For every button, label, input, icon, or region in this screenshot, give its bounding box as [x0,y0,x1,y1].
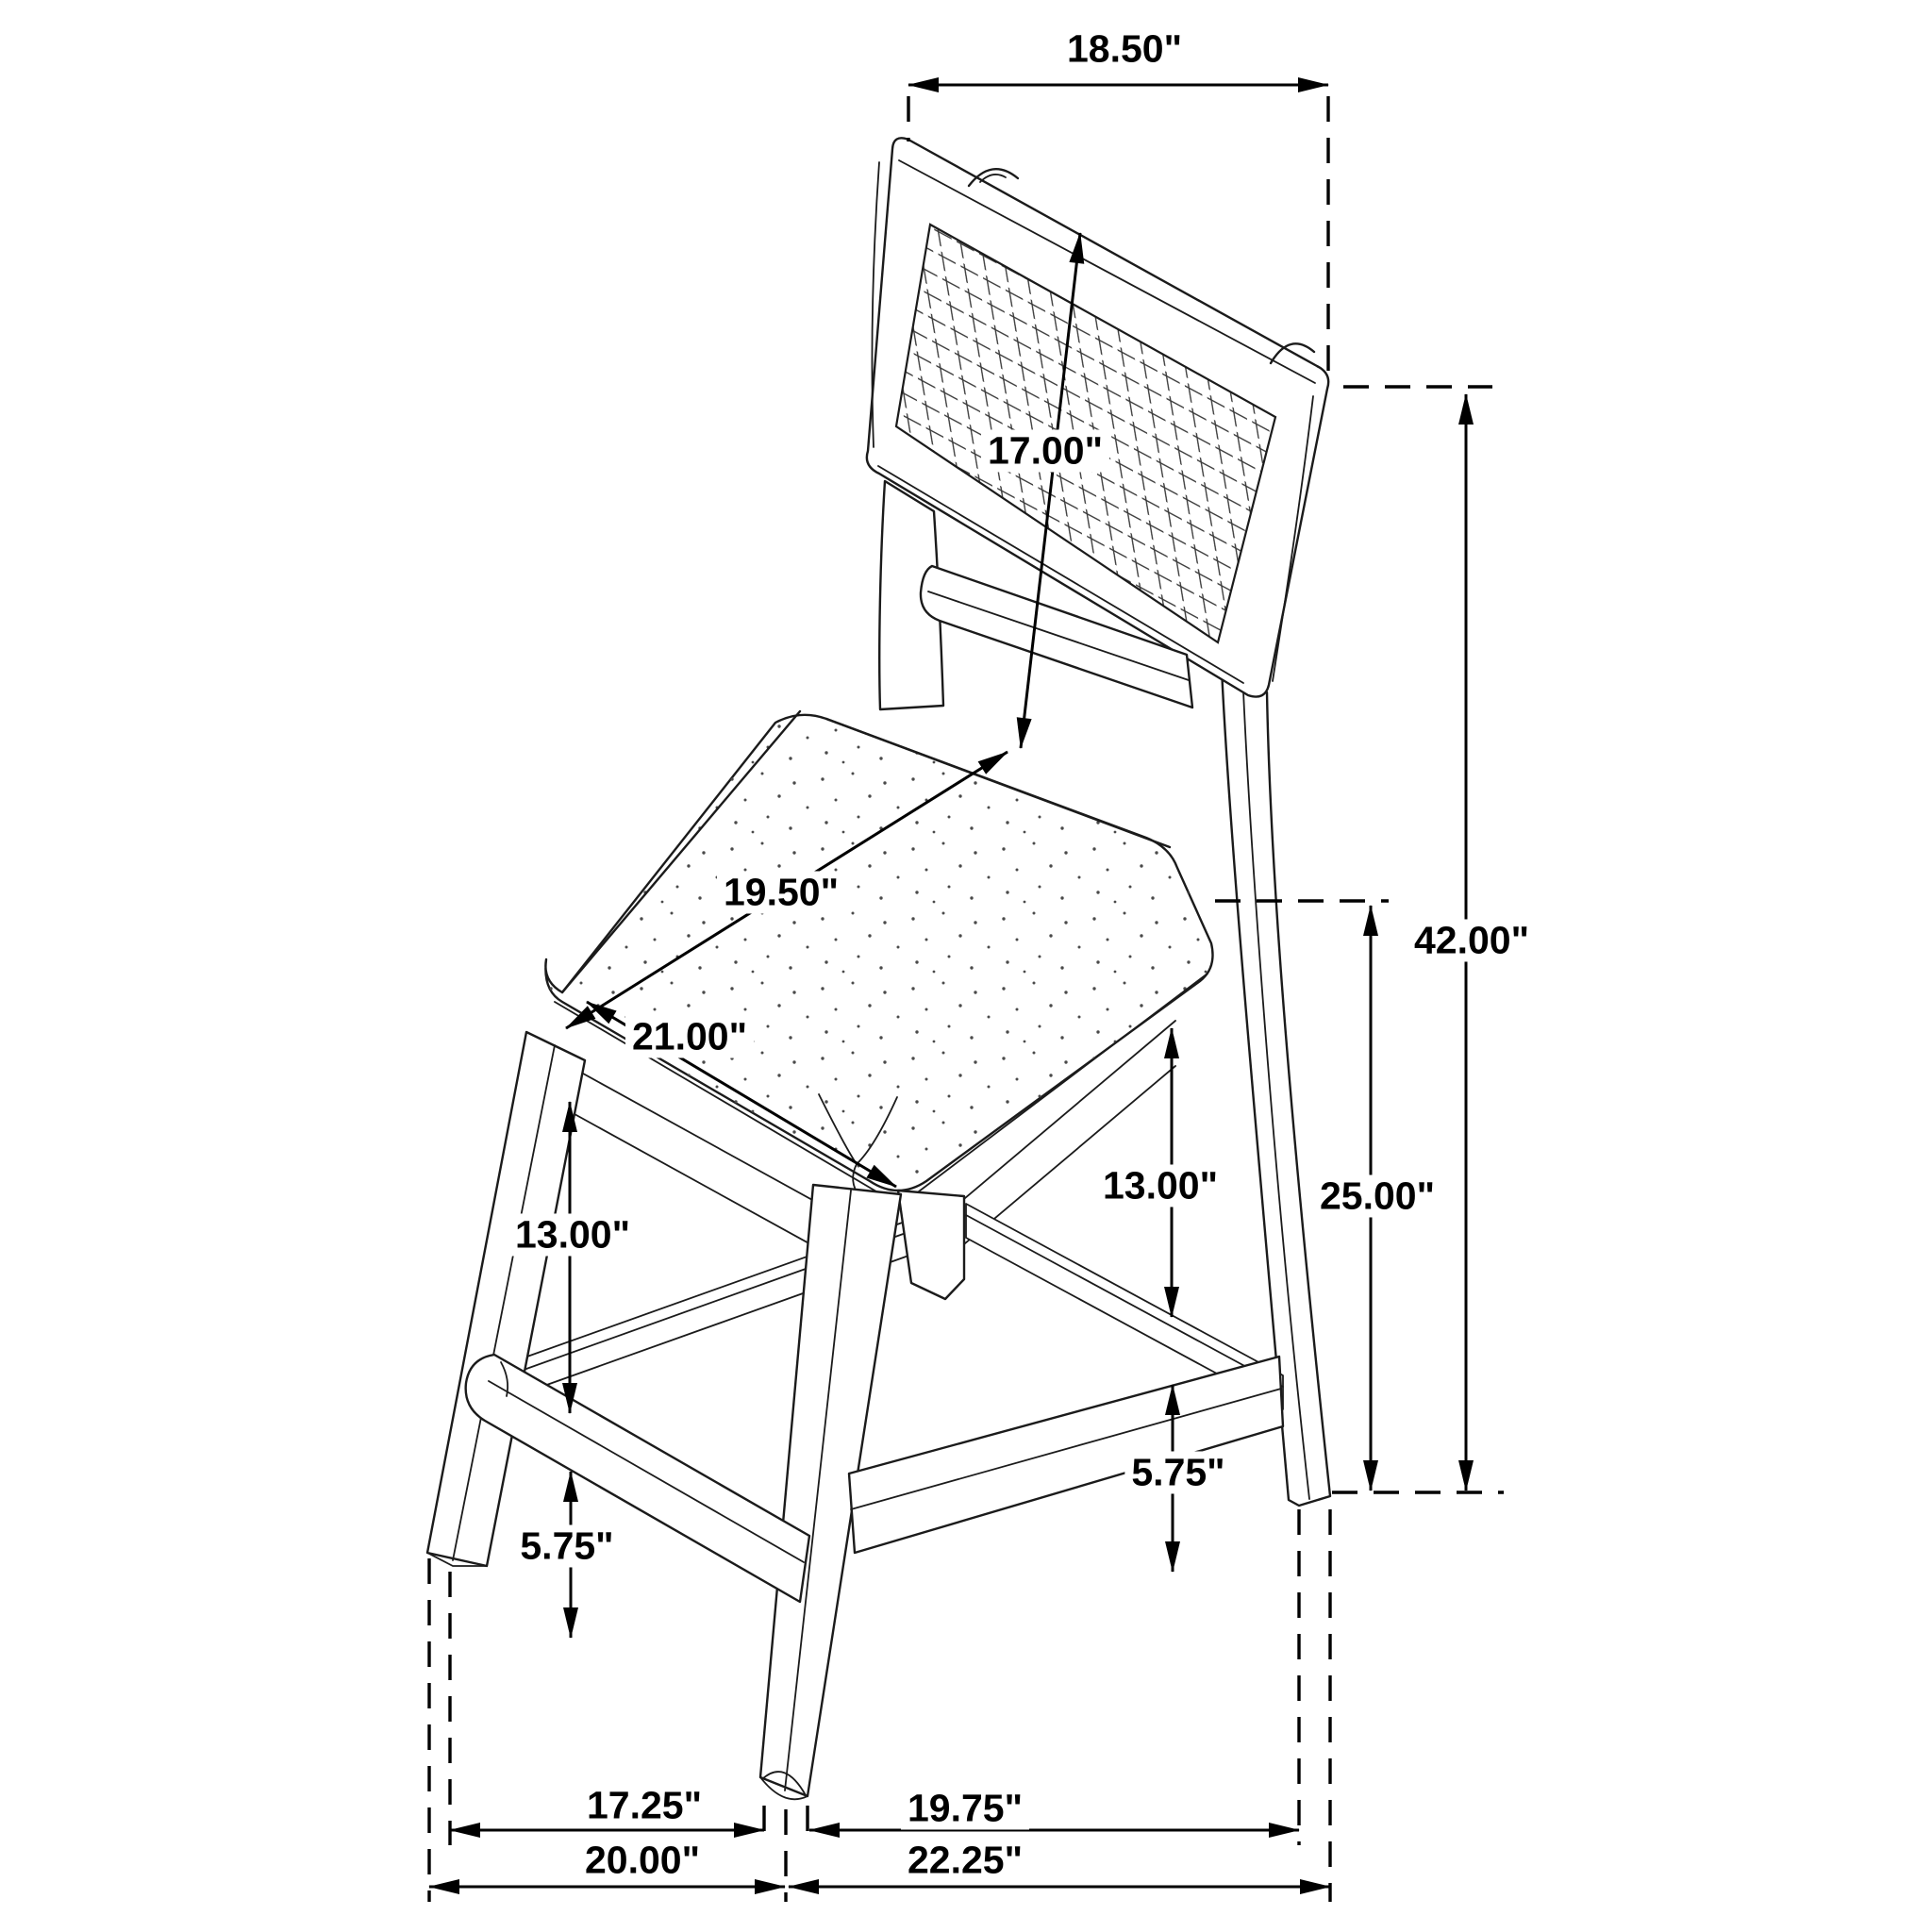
dim-label-base-depth: 22.25" [901,1839,1029,1881]
dim-label-seat-depth: 19.50" [717,871,845,913]
dim-label-clearance-right: 5.75" [1124,1451,1231,1493]
dim-label-side-span: 19.75" [901,1787,1029,1829]
dim-label-seat-width: 21.00" [625,1015,754,1058]
dim-label-footrest-left: 13.00" [508,1213,637,1256]
dim-label-footrest-right: 13.00" [1096,1164,1224,1207]
front-left-leg [427,1032,585,1566]
dim-label-back-width: 18.50" [1060,27,1189,70]
dim-label-clearance-left: 5.75" [513,1524,620,1567]
rear-left-leg [898,1191,964,1299]
seat-cushion [545,711,1212,1200]
dim-label-base-width: 20.00" [578,1839,707,1881]
dim-label-overall-height: 42.00" [1407,919,1536,961]
dim-label-seat-height: 25.00" [1313,1174,1441,1217]
dim-label-back-height: 17.00" [981,429,1109,472]
dim-label-front-span: 17.25" [580,1784,708,1826]
